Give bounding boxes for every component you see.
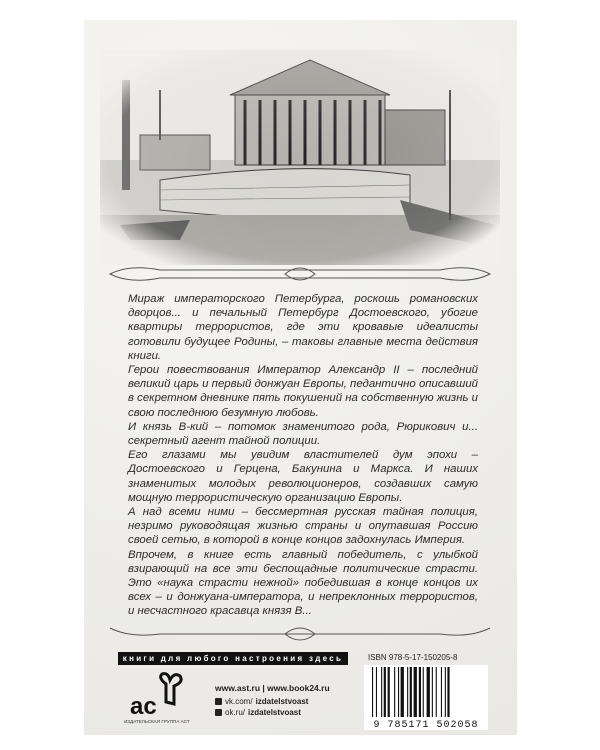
isbn-label: ISBN 978-5-17-150205-8 — [368, 653, 458, 662]
description-paragraph: Мираж императорского Петербурга, роскошь романовских дворцов... и печальный Петербург Достоевского, убогие квартиры террористов, где эти кровавые идеалисты готовили будущее Родины, – таковы главные места действия книги. — [128, 293, 478, 362]
decorative-divider-top — [100, 262, 500, 286]
website-links[interactable]: www.ast.ru | www.book24.ru — [215, 683, 330, 693]
svg-text:ac: ac — [130, 693, 157, 720]
description-paragraph: Его глазами мы увидим властителей дум эпохи – Достоевского и Герцена, Бакунина и Маркса. И наших знаменитых молодых революционеров, создавших самую мощную террористическую организацию Европы. — [128, 449, 478, 504]
barcode-bar — [410, 667, 412, 717]
barcode-bar — [384, 667, 386, 717]
barcode-bar — [394, 667, 395, 717]
barcode-bar — [445, 667, 446, 717]
ok-handle: izdatelstvoast — [248, 708, 301, 717]
ok-prefix: ok.ru/ — [225, 708, 246, 717]
barcode-bar — [398, 667, 399, 717]
barcode-bar — [427, 667, 430, 717]
barcode-bar — [401, 667, 404, 717]
publisher-caption: ИЗДАТЕЛЬСКАЯ ГРУППА АСТ — [124, 719, 190, 724]
isbn-barcode — [364, 665, 488, 730]
vk-link[interactable] — [215, 697, 330, 706]
publisher-links — [215, 683, 330, 719]
stock-exchange-engraving — [100, 50, 500, 265]
vk-handle: izdatelstvoast — [255, 697, 309, 706]
barcode-bar — [436, 667, 437, 717]
barcode-digits: 9 785171 502058 — [373, 720, 479, 730]
vk-icon — [215, 698, 222, 705]
barcode-bar — [381, 667, 382, 717]
vk-prefix: vk.com/ — [225, 697, 253, 706]
barcode-bar — [414, 667, 417, 717]
barcode-bar — [419, 667, 421, 717]
barcode-bar — [441, 667, 442, 717]
barcode-bar — [423, 667, 424, 717]
description-paragraph: А над всеми ними – бессмертная русская тайная полиция, незримо руководящая жизнью страны и опутавшая Россию своей сетью, в которой в конце концов задохнулась Империя. — [128, 506, 478, 547]
barcode-bar — [376, 667, 377, 717]
barcode-bar — [447, 667, 449, 717]
barcode-bar — [407, 667, 408, 717]
ok-icon — [215, 709, 222, 716]
book-description — [128, 292, 478, 619]
description-paragraph: Герои повествования Император Александр II – последний великий царь и первый донжуан Европы, педантично описавший в секретном дневнике пять покушений на собственную жизнь и свою последнюю безумную любовь. — [128, 364, 478, 419]
ok-link[interactable] — [215, 708, 330, 717]
barcode-bar — [372, 667, 373, 717]
description-paragraph: Впрочем, в книге есть главный победитель, с улыбкой взирающий на все эти беспощадные политические страсти. Это «наука страсти нежной» победившая в конце концов их всех – и донжуана-императора, и непреклонных террористов, и несчастного красавца князя В... — [128, 548, 478, 618]
tagline-banner: книги для любого настроения здесь — [118, 652, 348, 665]
description-paragraph: И князь В-кий – потомок знаменитого рода, Рюрикович и... секретный агент тайной полиции. — [128, 420, 478, 448]
decorative-divider-bottom — [100, 622, 500, 646]
barcode-bar — [432, 667, 433, 717]
barcode-bar — [388, 667, 390, 717]
ast-publisher-logo — [128, 672, 198, 720]
